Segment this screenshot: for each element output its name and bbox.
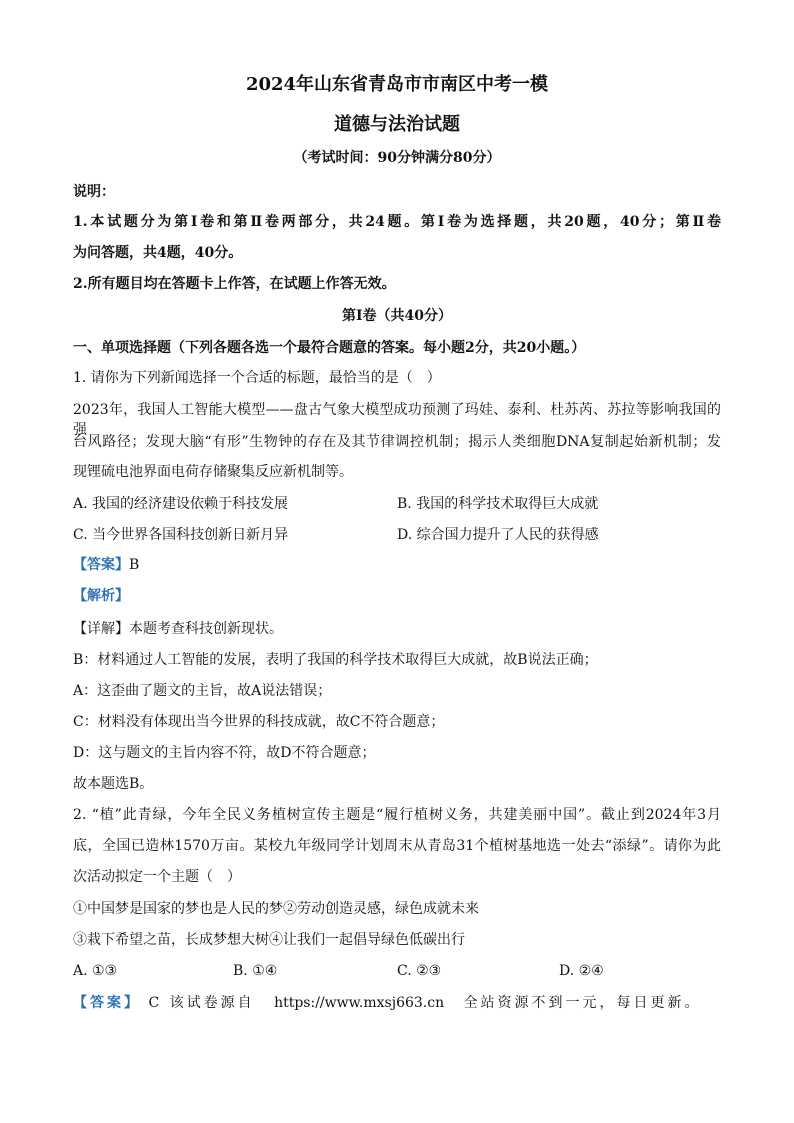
exam-subject: 道德与法治试题 bbox=[334, 114, 460, 135]
q2-items-line-2: ③栽下希望之苗，长成梦想大树④让我们一起倡导绿色低碳出行 bbox=[73, 932, 465, 948]
q1-answer-line bbox=[73, 555, 721, 575]
instructions-heading: 说明： bbox=[73, 184, 115, 200]
section-title: 第Ⅰ卷（共40分） bbox=[341, 308, 453, 324]
q1-option-c: C. 当今世界各国科技创新日新月异 bbox=[73, 527, 289, 543]
q1-analysis-tag: 【解析】 bbox=[73, 588, 129, 604]
q1-material-line-1: 2023年，我国人工智能大模型——盘古气象大模型成功预测了玛娃、泰利、杜苏芮、苏拉等影响我国的强 bbox=[73, 402, 721, 438]
q2-answer-tail: 全站资源不到一元，每日更新。 bbox=[463, 995, 702, 1011]
q1-answer-tag: 【答案】 bbox=[73, 557, 129, 573]
q1-explain-b: B：材料通过人工智能的发展，表明了我国的科学技术取得巨大成就，故B说法正确； bbox=[73, 652, 598, 668]
q1-explain-c: C：材料没有体现出当今世界的科技成就，故C不符合题意； bbox=[73, 714, 445, 730]
q2-option-b: B. ①④ bbox=[233, 963, 278, 979]
q1-explain-a: A：这歪曲了题文的主旨，故A说法错误； bbox=[73, 683, 332, 699]
q1-answer: B bbox=[129, 557, 140, 573]
q1-option-b: B. 我国的科学技术取得巨大成就 bbox=[397, 496, 599, 512]
q1-material-line-3: 现锂硫电池界面电荷存储聚集反应新机制等。 bbox=[73, 464, 353, 480]
q1-detail: 【详解】本题考查科技创新现状。 bbox=[73, 621, 283, 637]
q1-explain-d: D：这与题文的主旨内容不符，故D不符合题意； bbox=[73, 745, 376, 761]
instruction-item-1: 1.本试题分为第Ⅰ卷和第Ⅱ卷两部分，共24题。第Ⅰ卷为选择题，共20题，40分；第Ⅱ卷 bbox=[73, 214, 721, 230]
instruction-item-2: 2.所有题目均在答题卡上作答，在试题上作答无效。 bbox=[73, 276, 396, 292]
q2-answer-line bbox=[73, 993, 721, 1013]
q2-stem-line-1: 2. “植”此青绿，今年全民义务植树宣传主题是“履行植树义务，共建美丽中国”。截止到2024年3月 bbox=[73, 807, 721, 823]
instruction-item-1-cont: 为问答题，共4题，40分。 bbox=[73, 245, 243, 261]
q1-stem: 1. 请你为下列新闻选择一个合适的标题，最恰当的是（ ） bbox=[73, 370, 441, 386]
q1-option-d: D. 综合国力提升了人民的获得感 bbox=[397, 527, 599, 543]
q1-conclusion: 故本题选B。 bbox=[73, 776, 154, 792]
q1-material-line-2: 台风路径；发现大脑“有形”生物钟的存在及其节律调控机制；揭示人类细胞DNA复制起始新机制；发 bbox=[73, 434, 721, 450]
q2-stem-line-2: 底，全国已造林1570万亩。某校九年级同学计划周末从青岛31个植树基地选一处去“添绿”。请你为此 bbox=[73, 838, 721, 854]
exam-info: （考试时间：90分钟满分80分） bbox=[293, 150, 501, 166]
exam-title: 2024年山东省青岛市市南区中考一模 bbox=[245, 74, 549, 95]
q2-stem-line-3: 次活动拟定一个主题（ ） bbox=[73, 869, 241, 885]
q2-option-c: C. ②③ bbox=[397, 963, 442, 979]
q2-answer-tag: 【答案】 bbox=[73, 995, 141, 1011]
q1-analysis-line bbox=[73, 586, 721, 606]
q2-option-a: A. ①③ bbox=[73, 963, 118, 979]
q2-answer-text: C 该试卷源自 bbox=[148, 995, 255, 1011]
part-heading: 一、单项选择题（下列各题各选一个最符合题意的答案。每小题2分，共20小题。） bbox=[73, 340, 586, 356]
q2-option-d: D. ②④ bbox=[559, 963, 604, 979]
q2-items-line-1: ①中国梦是国家的梦也是人民的梦②劳动创造灵感，绿色成就未来 bbox=[73, 901, 479, 917]
q1-option-a: A. 我国的经济建设依赖于科技发展 bbox=[73, 496, 289, 512]
source-url-link[interactable]: https://www.mxsj663.cn bbox=[274, 995, 445, 1011]
